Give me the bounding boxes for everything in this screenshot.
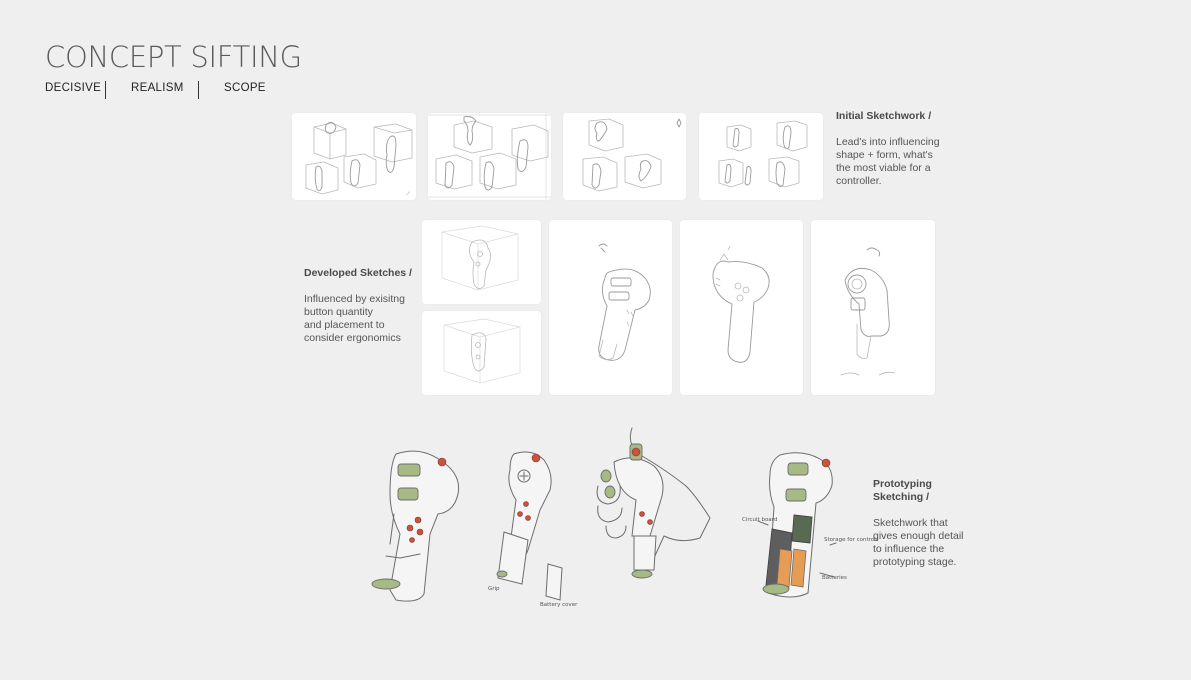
- pencil-sketch-image: [699, 113, 823, 200]
- page-title: CONCEPT SIFTING: [45, 40, 302, 74]
- tag-divider: [105, 81, 106, 99]
- initial-heading: Initial Sketchwork /: [836, 110, 932, 122]
- developed-sketch-card-2: [422, 311, 541, 395]
- prototyping-sketching-note: [873, 478, 983, 569]
- developed-body: Influenced by exisitng button quantity and placement to consider ergonomics: [304, 293, 405, 344]
- tag-decisive: DECISIVE: [45, 82, 102, 94]
- pencil-sketch-image: [428, 113, 551, 200]
- initial-sketch-card-4: [699, 113, 823, 200]
- pencil-sketch-image: [549, 220, 672, 395]
- storage-annotation: Storage for controls: [824, 537, 879, 543]
- grip-annotation: Grip: [488, 586, 500, 592]
- pencil-sketch-image: [422, 311, 541, 395]
- developed-sketch-card-3: [549, 220, 672, 395]
- initial-sketchwork-note: [836, 110, 976, 188]
- tag-scope: SCOPE: [224, 82, 266, 94]
- initial-sketch-card-2: [428, 113, 551, 200]
- pencil-sketch-image: [811, 220, 935, 395]
- circuit-board-annotation: Circuit board: [742, 517, 778, 523]
- initial-body: Lead's into influencing shape + form, what's the most viable for a controller.: [836, 136, 940, 187]
- batteries-annotation: Batteries: [822, 575, 847, 581]
- developed-sketch-card-4: [680, 220, 803, 395]
- developed-sketch-card-5: [811, 220, 935, 395]
- developed-sketches-note: [304, 267, 419, 345]
- prototype-sketch-cutaway: [740, 445, 879, 605]
- developed-heading: Developed Sketches /: [304, 267, 412, 279]
- pencil-sketch-image: [680, 220, 803, 395]
- prototype-sketch-side: [484, 440, 584, 615]
- initial-sketch-card-1: [292, 113, 416, 200]
- initial-sketch-card-3: [563, 113, 686, 200]
- pencil-sketch-image: [563, 113, 686, 200]
- prototyping-heading: Prototyping Sketching /: [873, 478, 932, 503]
- developed-sketch-card-1: [422, 220, 541, 304]
- prototype-sketch-in-hand: [590, 426, 715, 586]
- pencil-sketch-image: [422, 220, 541, 304]
- prototype-sketch-front: [360, 430, 470, 600]
- battery-cover-annotation: Battery cover: [540, 602, 578, 608]
- tag-realism: REALISM: [131, 82, 184, 94]
- prototyping-body: Sketchwork that gives enough detail to influence the prototyping stage.: [873, 517, 964, 568]
- pencil-sketch-image: [292, 113, 416, 200]
- tag-divider: [198, 81, 199, 99]
